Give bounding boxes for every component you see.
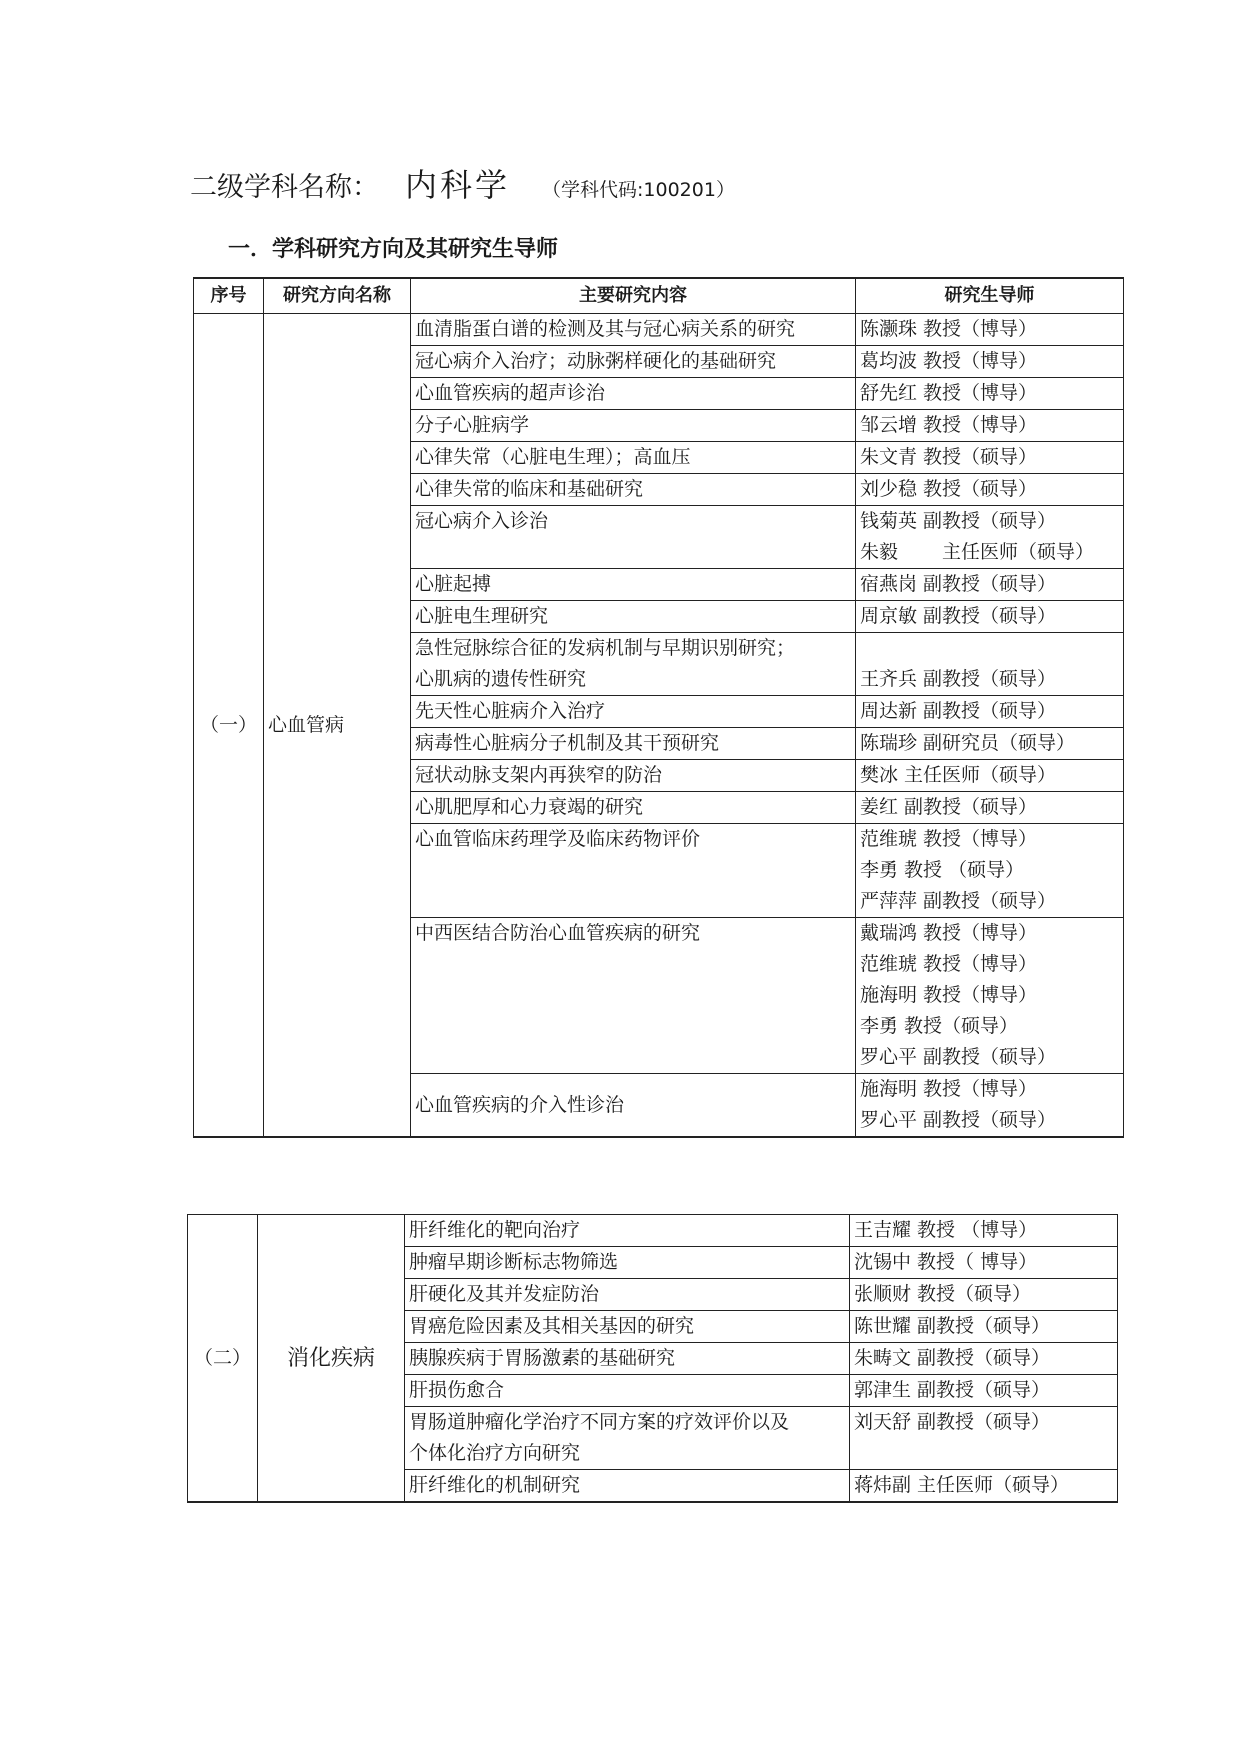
- header-content: 主要研究内容: [411, 278, 856, 314]
- supervisor-cell: [850, 1407, 1118, 1470]
- content-line: 心血管临床药理学及临床药物评价: [415, 828, 701, 850]
- supervisor-name: 樊冰 主任医师（硕导）: [860, 764, 1057, 786]
- supervisor-name: 张顺财 教授（硕导）: [854, 1283, 1032, 1305]
- content-line: 心律失常的临床和基础研究: [415, 478, 644, 500]
- discipline-heading: [190, 160, 735, 206]
- header-supervisor: 研究生导师: [856, 278, 1124, 314]
- supervisor-cell: [856, 442, 1124, 474]
- content-line: 胃肠道肿瘤化学治疗不同方案的疗效评价以及: [409, 1411, 790, 1433]
- research-content: [405, 1215, 850, 1247]
- supervisor-name: 刘天舒 副教授（硕导）: [854, 1411, 1051, 1433]
- supervisor-name: 施海明 教授（博导）: [860, 1078, 1038, 1100]
- content-line: 个体化治疗方向研究: [409, 1442, 581, 1464]
- supervisor-name: 戴瑞鸿 教授（博导）: [860, 922, 1038, 944]
- supervisor-cell: [850, 1470, 1118, 1503]
- content-line: 病毒性心脏病分子机制及其干预研究: [415, 732, 720, 754]
- supervisor-cell: [856, 410, 1124, 442]
- supervisor-name: 罗心平 副教授（硕导）: [860, 1046, 1057, 1068]
- content-line: 中西医结合防治心血管疾病的研究: [415, 922, 701, 944]
- content-line: 胰腺疾病于胃肠激素的基础研究: [409, 1347, 676, 1369]
- supervisor-name: 舒先红 教授（博导）: [860, 382, 1038, 404]
- supervisor-name: 罗心平 副教授（硕导）: [860, 1109, 1057, 1131]
- content-line: 冠状动脉支架内再狭窄的防治: [415, 764, 663, 786]
- content-line: 先天性心脏病介入治疗: [415, 700, 606, 722]
- discipline-code: （学科代码:100201）: [542, 179, 735, 201]
- supervisor-name: 蒋炜副 主任医师（硕导）: [854, 1474, 1070, 1496]
- content-line: 冠心病介入诊治: [415, 510, 549, 532]
- content-line: 心脏起搏: [415, 573, 492, 595]
- research-content: [411, 792, 856, 824]
- supervisor-cell: [856, 1074, 1124, 1138]
- research-content: [411, 601, 856, 633]
- supervisor-name: 邹云增 教授（博导）: [860, 414, 1038, 436]
- supervisor-cell: [856, 760, 1124, 792]
- supervisor-cell: [856, 601, 1124, 633]
- supervisor-name: 沈锡中 教授（ 博导）: [854, 1251, 1038, 1273]
- supervisor-name: 朱文青 教授（硕导）: [860, 446, 1038, 468]
- supervisor-name: 朱毅 主任医师（硕导）: [860, 541, 1095, 563]
- research-content: [405, 1375, 850, 1407]
- header-index: 序号: [194, 278, 264, 314]
- content-line: 急性冠脉综合征的发病机制与早期识别研究；: [415, 637, 796, 659]
- supervisor-name: 王吉耀 教授 （博导）: [854, 1219, 1038, 1241]
- research-content: [405, 1247, 850, 1279]
- supervisor-cell: [856, 792, 1124, 824]
- research-content: [405, 1311, 850, 1343]
- supervisor-name: 刘少稳 教授（硕导）: [860, 478, 1038, 500]
- research-content: [405, 1470, 850, 1503]
- supervisor-cell: [850, 1375, 1118, 1407]
- content-line: 心血管疾病的超声诊治: [415, 382, 606, 404]
- content-line: 肝纤维化的靶向治疗: [409, 1219, 581, 1241]
- content-line: 肝硬化及其并发症防治: [409, 1283, 600, 1305]
- supervisor-cell: [856, 346, 1124, 378]
- supervisor-name: 严萍萍 副教授（硕导）: [860, 890, 1057, 912]
- table-row: [188, 1215, 1118, 1247]
- supervisor-cell: [856, 824, 1124, 918]
- research-table-digestive: [187, 1214, 1118, 1503]
- supervisor-name: 施海明 教授（博导）: [860, 984, 1038, 1006]
- direction-index: （二）: [188, 1215, 258, 1503]
- supervisor-cell: [856, 378, 1124, 410]
- supervisor-cell: [850, 1311, 1118, 1343]
- header-direction: 研究方向名称: [264, 278, 411, 314]
- table-row: [194, 314, 1124, 346]
- supervisor-name: 范维琥 教授（博导）: [860, 828, 1038, 850]
- content-line: 心律失常（心脏电生理）；高血压: [415, 446, 691, 468]
- direction-index: （一）: [194, 314, 264, 1138]
- supervisor-name: 郭津生 副教授（硕导）: [854, 1379, 1051, 1401]
- content-line: 心脏电生理研究: [415, 605, 549, 627]
- supervisor-name: 钱菊英 副教授（硕导）: [860, 510, 1057, 532]
- supervisor-cell: [856, 728, 1124, 760]
- supervisor-name: 李勇 教授 （硕导）: [860, 859, 1025, 881]
- research-content: [411, 1074, 856, 1138]
- research-content: [411, 633, 856, 696]
- research-content: [411, 728, 856, 760]
- supervisor-name: 李勇 教授（硕导）: [860, 1015, 1019, 1037]
- content-line: 肝损伤愈合: [409, 1379, 505, 1401]
- supervisor-name: 王齐兵 副教授（硕导）: [860, 668, 1057, 690]
- research-content: [405, 1343, 850, 1375]
- supervisor-cell: [856, 569, 1124, 601]
- supervisor-name: 陈灏珠 教授（博导）: [860, 318, 1038, 340]
- research-content: [411, 410, 856, 442]
- supervisor-name: 周达新 副教授（硕导）: [860, 700, 1057, 722]
- research-content: [411, 474, 856, 506]
- research-content: [405, 1279, 850, 1311]
- supervisor-name: 姜红 副教授（硕导）: [860, 796, 1038, 818]
- supervisor-cell: [856, 696, 1124, 728]
- research-content: [411, 442, 856, 474]
- supervisor-name: 周京敏 副教授（硕导）: [860, 605, 1057, 627]
- supervisor-name: 陈瑞珍 副研究员（硕导）: [860, 732, 1076, 754]
- supervisor-cell: [850, 1343, 1118, 1375]
- direction-name: 心血管病: [264, 314, 411, 1138]
- supervisor-cell: [856, 506, 1124, 569]
- supervisor-cell: [856, 633, 1124, 696]
- content-line: 分子心脏病学: [415, 414, 530, 436]
- content-line: 肝纤维化的机制研究: [409, 1474, 581, 1496]
- content-line: 心肌病的遗传性研究: [415, 668, 587, 690]
- research-content: [411, 824, 856, 918]
- supervisor-name: 范维琥 教授（博导）: [860, 953, 1038, 975]
- supervisor-cell: [850, 1279, 1118, 1311]
- table-header-row: [194, 278, 1124, 314]
- supervisor-cell: [856, 474, 1124, 506]
- discipline-name: 内科学: [405, 166, 511, 204]
- supervisor-cell: [850, 1247, 1118, 1279]
- content-line: 胃癌危险因素及其相关基因的研究: [409, 1315, 695, 1337]
- section-title: 一．学科研究方向及其研究生导师: [228, 237, 559, 262]
- supervisor-cell: [850, 1215, 1118, 1247]
- supervisor-name: 宿燕岗 副教授（硕导）: [860, 573, 1057, 595]
- research-content: [411, 506, 856, 569]
- content-line: 冠心病介入治疗；动脉粥样硬化的基础研究: [415, 350, 777, 372]
- research-content: [411, 918, 856, 1074]
- research-content: [411, 346, 856, 378]
- supervisor-name: 葛均波 教授（博导）: [860, 350, 1038, 372]
- supervisor-name: 陈世耀 副教授（硕导）: [854, 1315, 1051, 1337]
- discipline-label: 二级学科名称：: [190, 172, 379, 203]
- content-line: 心肌肥厚和心力衰竭的研究: [415, 796, 644, 818]
- research-content: [411, 378, 856, 410]
- research-content: [411, 760, 856, 792]
- research-content: [405, 1407, 850, 1470]
- research-table-cardiovascular: [193, 277, 1124, 1138]
- supervisor-cell: [856, 314, 1124, 346]
- direction-name: 消化疾病: [258, 1215, 405, 1503]
- research-content: [411, 314, 856, 346]
- supervisor-name: 朱畴文 副教授（硕导）: [854, 1347, 1051, 1369]
- research-content: [411, 696, 856, 728]
- research-content: [411, 569, 856, 601]
- content-line: 肿瘤早期诊断标志物筛选: [409, 1251, 619, 1273]
- supervisor-cell: [856, 918, 1124, 1074]
- content-line: 心血管疾病的介入性诊治: [415, 1093, 625, 1116]
- content-line: 血清脂蛋白谱的检测及其与冠心病关系的研究: [415, 318, 796, 340]
